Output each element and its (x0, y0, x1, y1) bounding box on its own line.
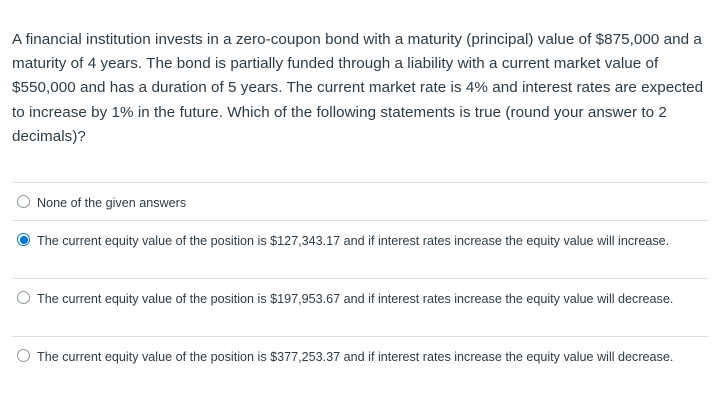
answer-option-4[interactable] (12, 337, 709, 395)
answer-option-3[interactable] (12, 279, 709, 337)
answer-label-1: None of the given answers (37, 196, 187, 210)
answer-label-3: The current equity value of the position is $197,953.67 and if interest rates increase the equity value will decrease. (37, 292, 674, 306)
answer-option-2[interactable] (12, 221, 709, 279)
answer-list (12, 182, 709, 395)
radio-button-3[interactable] (17, 291, 30, 304)
answer-label-2: The current equity value of the position is $127,343.17 and if interest rates increase the equity value will increase. (37, 234, 670, 248)
question-text: A financial institution invests in a zero-coupon bond with a maturity (principal) value of $875,000 and a maturity of 4 years. The bond is partially funded through a liability with a current market value of $550,000 and has a duration of 5 years. The current market rate is 4% and interest rates are expected to increase by 1% in the future. Which of the following statements is true (round your answer to 2 decimals)? (12, 31, 704, 145)
answer-label-4: The current equity value of the position is $377,253.37 and if interest rates increase the equity value will decrease. (37, 350, 674, 364)
radio-button-2[interactable] (17, 233, 30, 246)
radio-button-4[interactable] (17, 349, 30, 362)
answer-option-1[interactable] (12, 183, 709, 221)
radio-button-1[interactable] (17, 195, 30, 208)
